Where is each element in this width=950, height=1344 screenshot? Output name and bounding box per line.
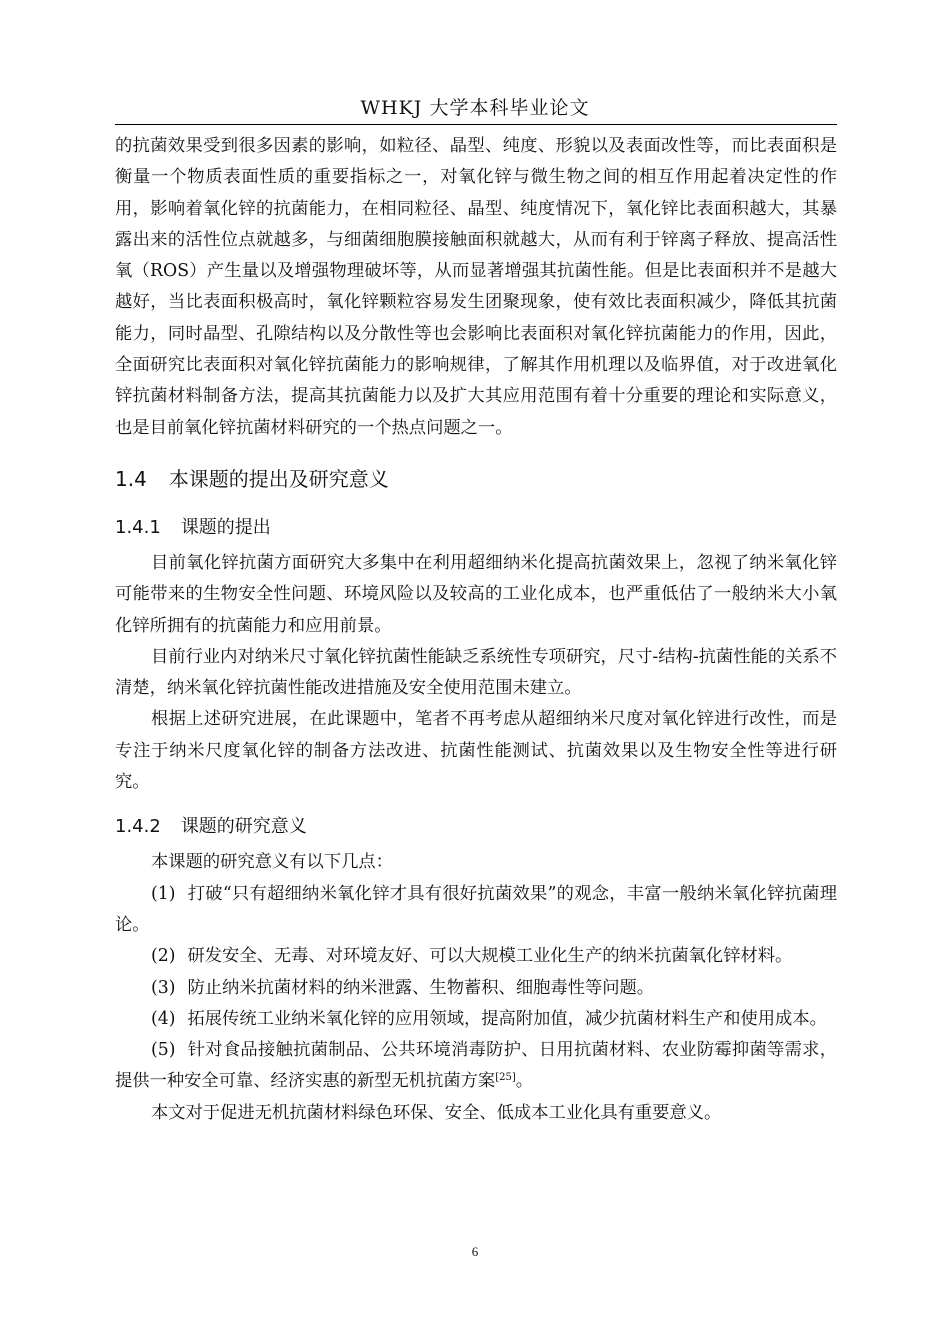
section-title: 本课题的提出及研究意义: [168, 466, 389, 491]
list-item-tail: 。: [515, 1071, 534, 1092]
page-number: 6: [471, 1244, 479, 1259]
list-item-number: (2): [151, 946, 176, 967]
list-lead: 本课题的研究意义有以下几点：: [151, 852, 393, 873]
intro-paragraph: 的抗菌效果受到很多因素的影响，如粒径、晶型、纯度、形貌以及表面改性等，而比表面积是衡量一个物质表面性质的重要指标之一，对氧化锌与微生物之间的相互作用起着决定性的作用，影响着氧化锌的抗菌能力，在相同粒径、晶型、纯度情况下，氧化锌比表面积越大，其暴露出来的活性位点就越多，与细菌细胞膜接触面积就越大，从而有利于锌离子释放、提高活性氧（ROS）产生量以及增强物理破坏等，从而显著增强其抗菌性能。但是比表面积并不是越大越好，当比表面积极高时，氧化锌颗粒容易发生团聚现象，使有效比表面积减少，降低其抗菌能力，同时晶型、孔隙结构以及分散性等也会影响比表面积对氧化锌抗菌能力的作用，因此，全面研究比表面积对氧化锌抗菌能力的影响规律，了解其作用机理以及临界值，对于改进氧化锌抗菌材料制备方法，提高其抗菌能力以及扩大其应用范围有着十分重要的理论和实际意义，也是目前氧化锌抗菌材料研究的一个热点问题之一。: [115, 136, 837, 438]
list-item: [115, 973, 837, 1004]
body-paragraph: 目前氧化锌抗菌方面研究大多集中在利用超细纳米化提高抗菌效果上，忽视了纳米氧化锌可能带来的生物安全性问题、环境风险以及较高的工业化成本，也严重低估了一般纳米大小氧化锌所拥有的抗菌能力和应用前景。: [115, 552, 837, 636]
section-number: 1.4.1: [115, 516, 161, 538]
section-number: 1.4.2: [115, 816, 161, 838]
closing-paragraph: 本文对于促进无机抗菌材料绿色环保、安全、低成本工业化具有重要意义。: [151, 1102, 722, 1123]
list-item-number: (3): [151, 977, 176, 998]
section-heading-1-4-1: [115, 511, 837, 545]
citation-reference[interactable]: [25]: [495, 1072, 516, 1084]
list-item-number: (4): [151, 1008, 176, 1029]
header-rule: [115, 124, 837, 125]
list-item-text: 研发安全、无毒、对环境友好、可以大规模工业化生产的纳米抗菌氧化锌材料。: [187, 946, 793, 967]
list-item: [115, 941, 837, 972]
list-item: [115, 1035, 837, 1098]
body-paragraph: 目前行业内对纳米尺寸氧化锌抗菌性能缺乏系统性专项研究，尺寸-结构-抗菌性能的关系不清楚，纳米氧化锌抗菌性能改进措施及安全使用范围未建立。: [115, 646, 837, 699]
list-item-text: 针对食品接触抗菌制品、公共环境消毒防护、日用抗菌材料、农业防霉抑菌等需求，提供一种安全可靠、经济实惠的新型无机抗菌方案: [115, 1040, 837, 1092]
section-title: 课题的研究意义: [180, 816, 307, 838]
section-number: 1.4: [115, 466, 147, 491]
page-body: [115, 131, 837, 1129]
list-item-number: (1): [151, 883, 176, 904]
section-heading-1-4-2: [115, 810, 837, 844]
running-header: WHKJ 大学本科毕业论文: [360, 97, 590, 119]
section-title: 课题的提出: [180, 516, 271, 538]
list-item-text: 拓展传统工业纳米氧化锌的应用领域，提高附加值，减少抗菌材料生产和使用成本。: [187, 1008, 827, 1029]
body-paragraph: 根据上述研究进展，在此课题中，笔者不再考虑从超细纳米尺度对氧化锌进行改性，而是专注于纳米尺度氧化锌的制备方法改进、抗菌性能测试、抗菌效果以及生物安全性等进行研究。: [115, 709, 837, 793]
list-item: [115, 1004, 837, 1035]
list-item-text: 防止纳米抗菌材料的纳米泄露、生物蓄积、细胞毒性等问题。: [187, 977, 655, 998]
list-item: [115, 879, 837, 942]
section-heading-1-4: [115, 459, 837, 499]
list-item-number: (5): [151, 1040, 176, 1061]
list-item-text: 打破“只有超细纳米氧化锌才具有很好抗菌效果”的观念，丰富一般纳米氧化锌抗菌理论。: [115, 883, 837, 935]
